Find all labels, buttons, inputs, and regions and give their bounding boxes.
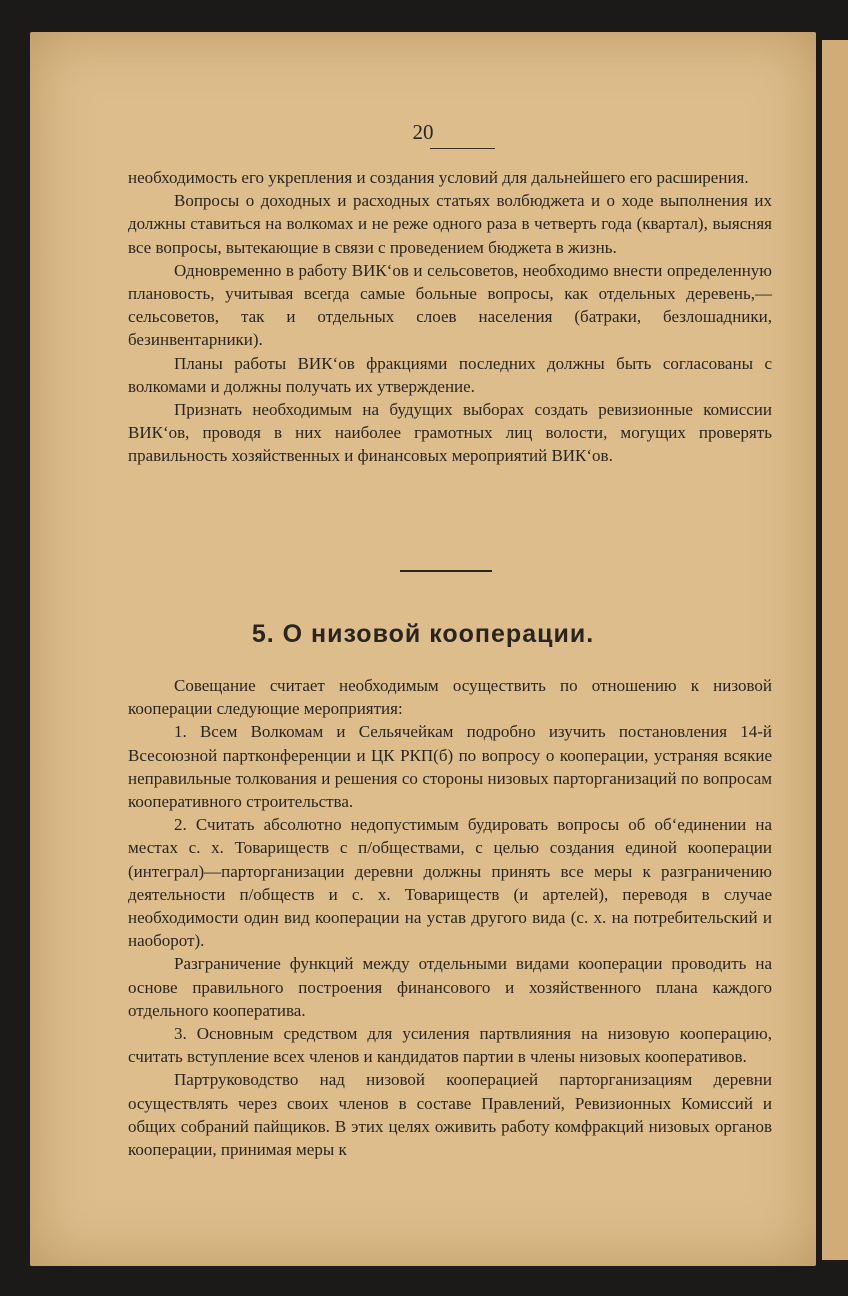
adjacent-page-edge bbox=[822, 40, 848, 1260]
page-number-underline bbox=[430, 148, 495, 149]
paragraph: Планы работы ВИК‘ов фракциями последних должны быть согласованы с волкомами и должны получать их утверждение. bbox=[128, 353, 772, 396]
text-block-top bbox=[128, 166, 772, 468]
paragraph: Признать необходимым на будущих выборах создать ревизионные комиссии ВИК‘ов, проводя в них наиболее грамотных лиц волости, могущих проверять правильность хозяйственных и финансовых мероприятий ВИК‘ов. bbox=[128, 400, 772, 466]
paragraph: 2. Считать абсолютно недопустимым будировать вопросы об об‘единении на местах с. х. Товариществ с п/обществами, с целью создания единой кооперации (интеграл)—парторганизации деревни должны принять все меры к разграничению деятельности п/обществ и с. х. Товариществ (и артелей), переводя в случае необходимости один вид кооперации на устав другого вида (с. х. на потребительский и наоборот). bbox=[128, 815, 772, 951]
section-divider bbox=[400, 570, 492, 572]
section-heading: 5. О низовой кооперации. bbox=[251, 620, 595, 648]
paragraph: 1. Всем Волкомам и Сельячейкам подробно изучить постановления 14-й Всесоюзной партконференции и ЦК РКП(б) по вопросу о кооперации, устраняя всякие неправильные толкования и решения со стороны низовых парторганизаций по вопросам кооперативного строительства. bbox=[128, 722, 772, 812]
paragraph: Одновременно в работу ВИК‘ов и сельсоветов, необходимо внести определенную плановость, учитывая всегда самые больные вопросы, как отдельных деревень,—сельсоветов, так и отдельных слоев населения (батраки, безлошадники, безинвентарники). bbox=[128, 260, 772, 350]
paragraph: Совещание считает необходимым осуществить по отношению к низовой кооперации следующие мероприятия: bbox=[128, 676, 772, 719]
paragraph: Партруководство над низовой кооперацией парторганизациям деревни осуществлять через своих членов в составе Правлений, Ревизионных Комиссий и общих собраний пайщиков. В этих целях оживить работу комфракций низовых органов кооперации, принимая меры к bbox=[128, 1070, 772, 1160]
page-number: 20 bbox=[412, 120, 434, 144]
paragraph: Разграничение функций между отдельными видами кооперации проводить на основе правильного построения финансового и хозяйственного плана каждого отдельного кооператива. bbox=[128, 954, 772, 1020]
paragraph: 3. Основным средством для усиления партвлияния на низовую кооперацию, считать вступление всех членов и кандидатов партии в члены низовых кооперативов. bbox=[128, 1024, 772, 1067]
paragraph: Вопросы о доходных и расходных статьях волбюджета и о ходе выполнения их должны ставиться на волкомах и не реже одного раза в четверть года (квартал), выясняя все вопросы, вытекающие в связи с проведением бюджета в жизнь. bbox=[128, 191, 772, 257]
paragraph: необходимость его укрепления и создания условий для дальнейшего его расширения. bbox=[128, 168, 749, 187]
text-block-bottom bbox=[128, 674, 772, 1161]
book-page bbox=[30, 32, 816, 1266]
